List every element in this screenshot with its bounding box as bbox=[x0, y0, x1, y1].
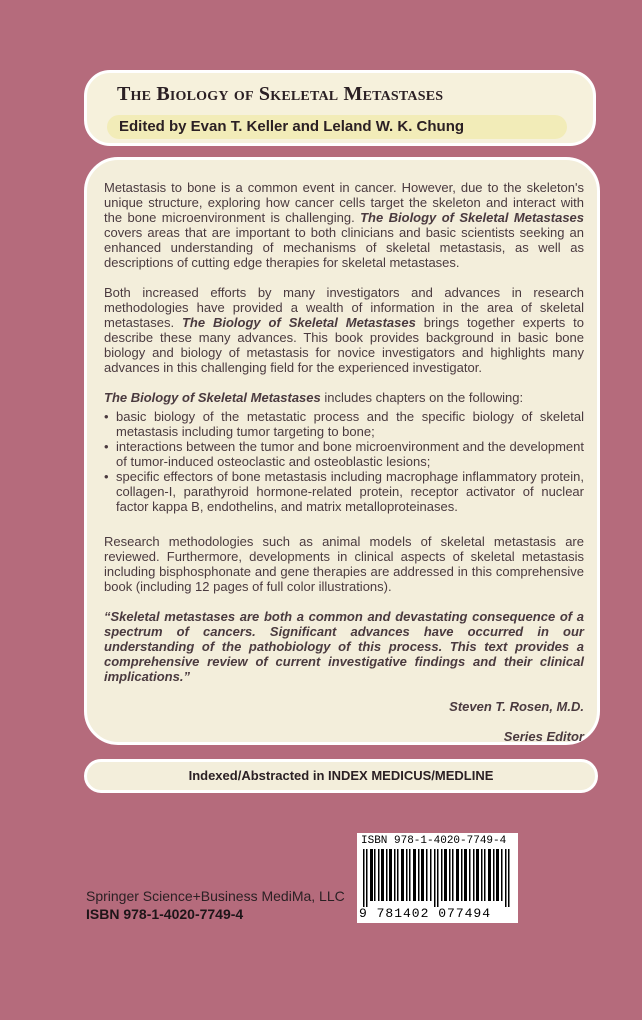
quote-author-role: Series Editor bbox=[503, 729, 584, 744]
paragraph-advances: Both increased efforts by many investigators and advances in research methodologies have provided a wealth of information in the area of skeletal metastases. The Biology of Skeletal Metastases brings together experts to describe these many advances. This book provides background in basic bone biology and biology of metastasis for novice investigators and highlights many advances in this challenging field for the experienced investigator. bbox=[104, 285, 584, 375]
book-title: The Biology of Skeletal Metastases bbox=[117, 83, 444, 105]
paragraph-intro: Metastasis to bone is a common event in cancer. However, due to the skeleton's unique structure, exploring how cancer cells target the skeleton and interact with the bone microenvironment is challenging. The Biology of Skeletal Metastases covers areas that are important to both clinicians and basic scientists seeking an enhanced understanding of mechanisms of skeletal metastasis, as well as descriptions of cutting edge therapies for skeletal metastases. bbox=[104, 180, 585, 270]
description-panel bbox=[84, 157, 600, 745]
chapter-list bbox=[104, 409, 584, 514]
isbn-text: ISBN 978-1-4020-7749-4 bbox=[86, 906, 244, 922]
description-text bbox=[104, 180, 584, 759]
title-panel bbox=[84, 70, 596, 146]
index-note: Indexed/Abstracted in INDEX MEDICUS/MEDLINE bbox=[84, 759, 598, 793]
barcode-digits: 9 781402 077494 bbox=[359, 906, 492, 921]
barcode bbox=[357, 833, 518, 923]
quote-author: Steven T. Rosen, M.D. bbox=[449, 699, 584, 714]
barcode-bars bbox=[363, 849, 513, 907]
paragraph-chapters: The Biology of Skeletal Metastases includes chapters on the following: bbox=[104, 390, 524, 405]
list-item: • interactions between the tumor and bone microenvironment and the development of tumor-induced osteoclastic and osteoblastic lesions; bbox=[104, 439, 584, 469]
publisher-name: Springer Science+Business MediMa, LLC bbox=[86, 888, 345, 904]
review-quote: “Skeletal metastases are both a common and devastating consequence of a spectrum of cancers. Significant advances have occurred in our understanding of the pathobiology of this process. This text provides a comprehensive review of current investigative findings and their clinical implications.” bbox=[104, 609, 584, 684]
list-item: • basic biology of the metastatic process and the specific biology of skeletal metastasis including tumor targeting to bone; bbox=[104, 409, 584, 439]
paragraph-methodologies: Research methodologies such as animal models of skeletal metastasis are reviewed. Furthermore, developments in clinical aspects of skeletal metastasis including bisphosphonate and gene therapies are addressed in this comprehensive book (including 12 pages of full color illustrations). bbox=[104, 534, 584, 594]
editors-line: Edited by Evan T. Keller and Leland W. K. Chung bbox=[107, 115, 567, 139]
list-item: • specific effectors of bone metastasis including macrophage inflammatory protein, collagen-I, parathyroid hormone-related protein, receptor activator of nuclear factor kappa B, endothelins, and matrix metalloproteinases. bbox=[104, 469, 584, 514]
barcode-isbn: ISBN 978-1-4020-7749-4 bbox=[361, 835, 507, 847]
